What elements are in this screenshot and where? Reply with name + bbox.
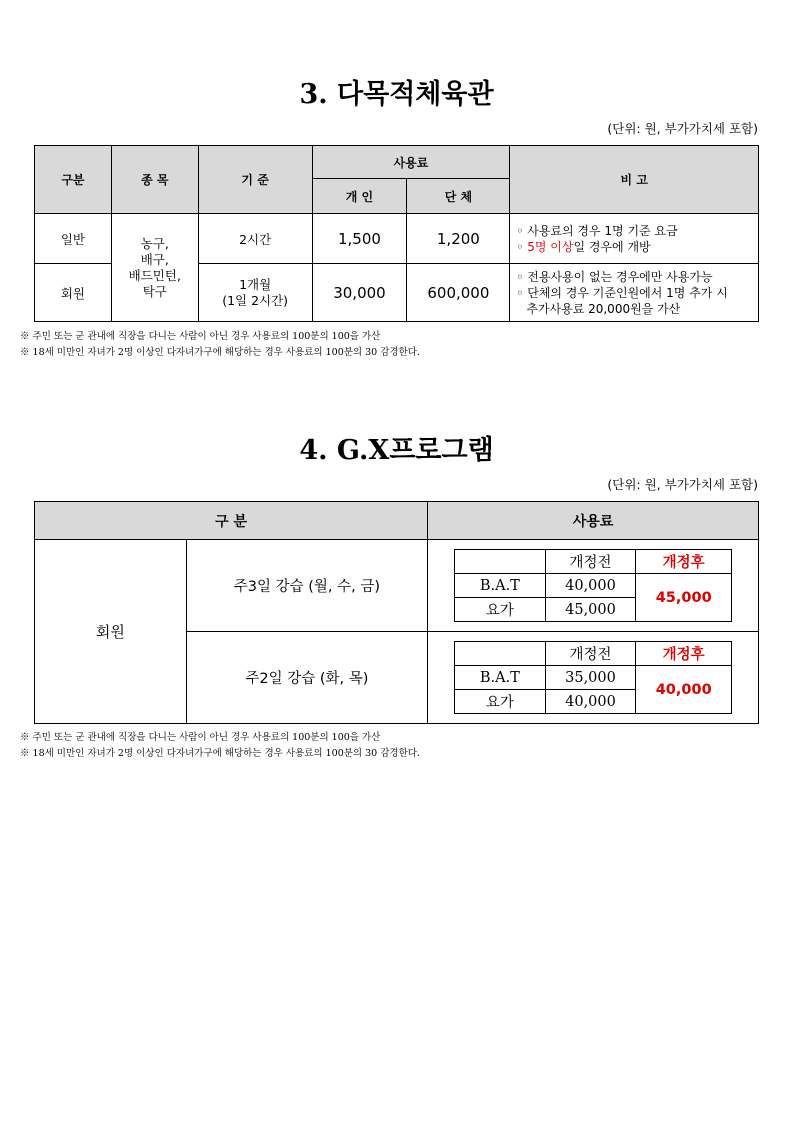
sport-item: 배구, — [140, 251, 169, 267]
after-price: 40,000 — [636, 666, 732, 714]
row-category: 회원 — [35, 264, 112, 322]
table-row — [35, 540, 759, 632]
header-fee: 사용료 — [428, 502, 759, 540]
sport-list — [111, 214, 198, 322]
row-remarks — [510, 264, 759, 322]
item-before-price: 40,000 — [545, 574, 636, 598]
sport-item: 탁구 — [142, 283, 167, 299]
row-group-fee: 1,200 — [407, 214, 510, 264]
item-before-price: 35,000 — [545, 666, 636, 690]
remark-suffix: 일 경우에 개방 — [573, 239, 651, 254]
row-group-fee: 600,000 — [407, 264, 510, 322]
remark-line: ◦ 사용료의 경우 1명 기준 요금 — [516, 223, 678, 238]
item-name: B.A.T — [455, 574, 546, 598]
section3-title: 3. 다목적체육관 — [299, 79, 494, 110]
gx-fee-table — [34, 501, 759, 724]
section4-unit-note: (단위: 원, 부가가치세 포함) — [607, 477, 758, 492]
standard-sub: (1일 2시간) — [222, 292, 289, 308]
section4-note: ※ 주민 또는 군 관내에 직장을 다니는 사람이 아닌 경우 사용료의 100분의 100을 가산 — [20, 732, 381, 743]
before-label: 개정전 — [545, 642, 636, 666]
before-label: 개정전 — [545, 550, 636, 574]
header-group: 단 체 — [407, 179, 510, 214]
item-before-price: 40,000 — [545, 690, 636, 714]
member-category: 회원 — [35, 540, 187, 724]
after-label: 개정후 — [636, 642, 732, 666]
program-fees — [428, 540, 759, 632]
section3-unit-note: (단위: 원, 부가가치세 포함) — [607, 121, 758, 136]
row-individual-fee: 30,000 — [312, 264, 407, 322]
header-category: 구분 — [35, 146, 112, 214]
section3-note: ※ 주민 또는 군 관내에 직장을 다니는 사람이 아닌 경우 사용료의 100분의 100을 가산 — [20, 331, 381, 342]
row-standard: 2시간 — [198, 214, 312, 264]
section3-note: ※ 18세 미만인 자녀가 2명 이상인 다자녀가구에 해당하는 경우 사용료의 100분의 30 감경한다. — [20, 347, 420, 358]
remark-line: ◦ 단체의 경우 기준인원에서 1명 추가 시 — [516, 285, 728, 300]
sport-item: 배드민턴, — [128, 267, 181, 283]
header-standard: 기 준 — [198, 146, 312, 214]
empty-cell — [455, 642, 546, 666]
remark-line: ◦ 전용사용이 없는 경우에만 사용가능 — [516, 269, 713, 284]
gym-fee-table — [34, 145, 759, 322]
item-name: 요가 — [455, 690, 546, 714]
remark-prefix: ◦ — [516, 239, 528, 254]
item-name: 요가 — [455, 598, 546, 622]
section4-title: 4. G.X프로그램 — [299, 435, 494, 466]
header-sport: 종 목 — [111, 146, 198, 214]
item-before-price: 45,000 — [545, 598, 636, 622]
program-name: 주3일 강습 (월, 수, 금) — [186, 540, 427, 632]
remark-line: 추가사용료 20,000원을 가산 — [526, 301, 681, 316]
after-label: 개정후 — [636, 550, 732, 574]
item-name: B.A.T — [455, 666, 546, 690]
header-category: 구 분 — [35, 502, 428, 540]
fee-compare-table — [454, 641, 732, 714]
fee-compare-table — [454, 549, 732, 622]
program-fees — [428, 632, 759, 724]
empty-cell — [455, 550, 546, 574]
program-name: 주2일 강습 (화, 목) — [186, 632, 427, 724]
section4-note: ※ 18세 미만인 자녀가 2명 이상인 다자녀가구에 해당하는 경우 사용료의 100분의 30 감경한다. — [20, 748, 420, 759]
remark-highlight: 5명 이상 — [527, 239, 574, 254]
header-individual: 개 인 — [312, 179, 407, 214]
after-price: 45,000 — [636, 574, 732, 622]
row-remarks — [510, 214, 759, 264]
remark-line — [516, 239, 758, 255]
standard-main: 1개월 — [239, 276, 272, 292]
table-row — [35, 214, 759, 264]
sport-item: 농구, — [140, 235, 169, 251]
header-fee: 사용료 — [312, 146, 510, 179]
row-standard — [198, 264, 312, 322]
header-remarks: 비 고 — [510, 146, 759, 214]
row-category: 일반 — [35, 214, 112, 264]
row-individual-fee: 1,500 — [312, 214, 407, 264]
